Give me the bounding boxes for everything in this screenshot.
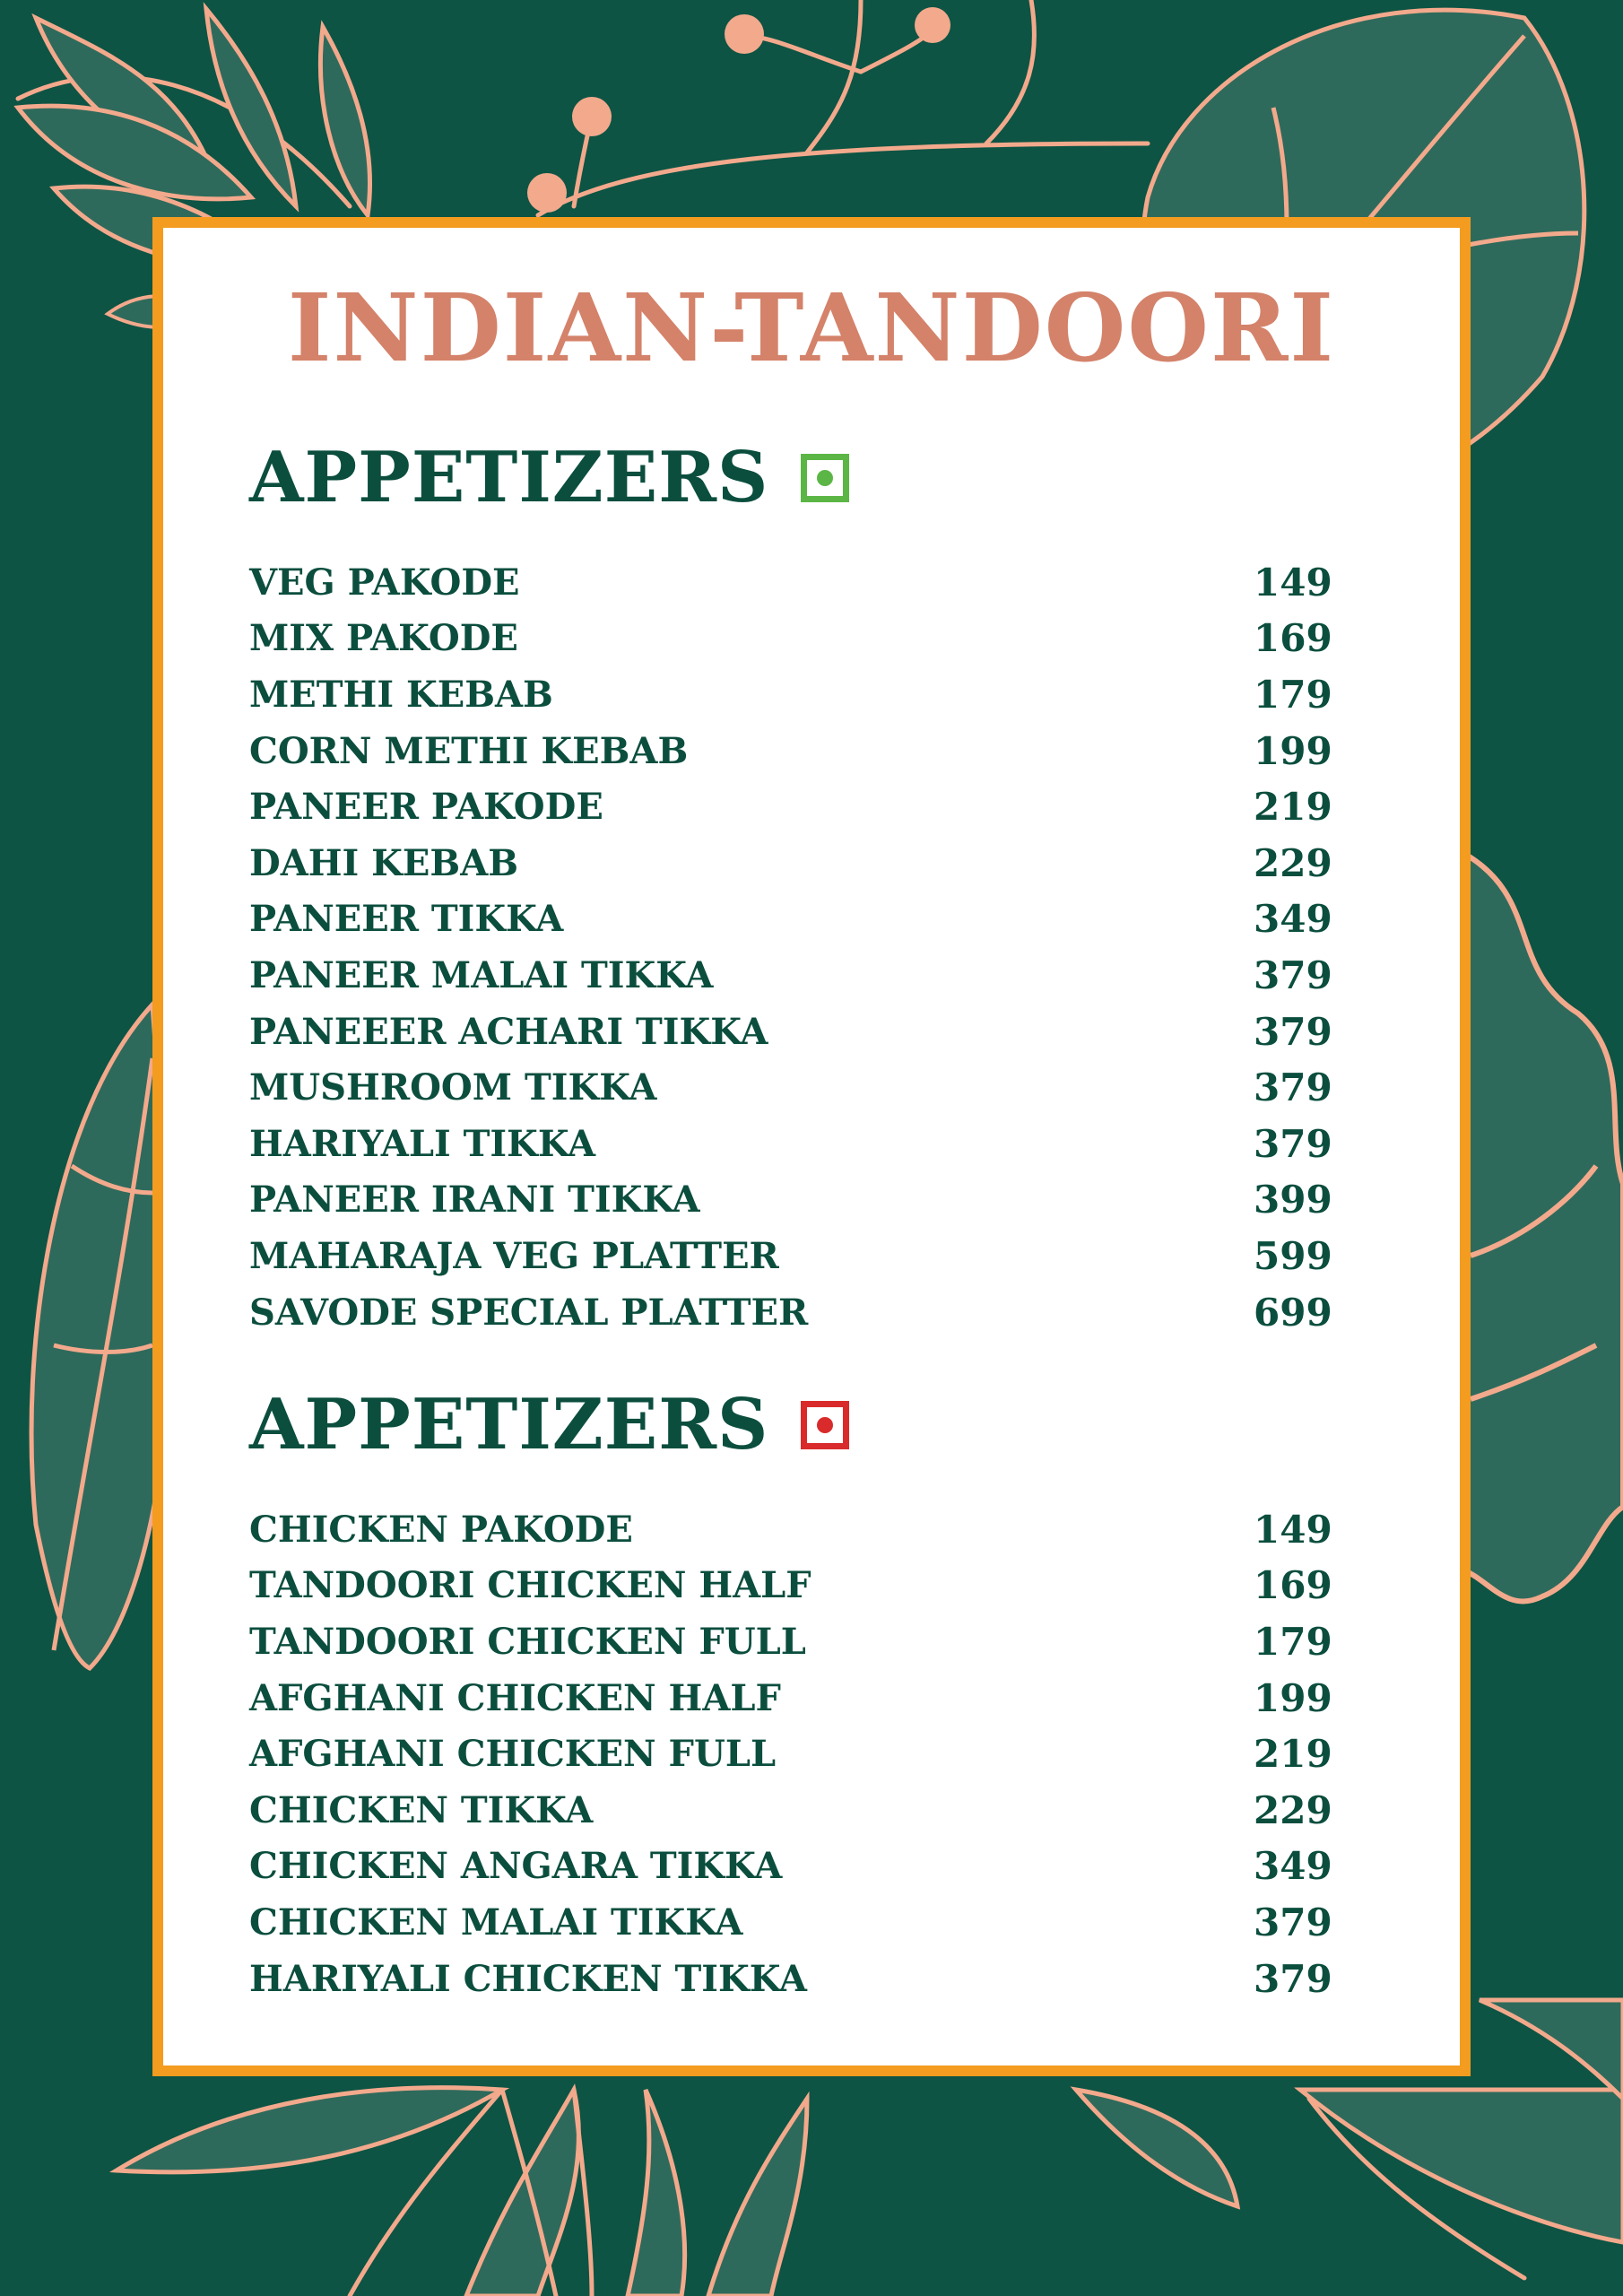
- menu-item: [249, 1839, 1361, 1895]
- section-title: APPETIZERS: [249, 1384, 769, 1465]
- menu-item: [249, 1670, 1361, 1726]
- menu-item: [249, 1228, 1361, 1284]
- item-name: MIX PAKODE: [249, 617, 518, 660]
- menu-item: [249, 1782, 1361, 1839]
- menu-item: [249, 1284, 1361, 1341]
- item-price: 379: [1254, 1900, 1332, 1944]
- item-name: AFGHANI CHICKEN FULL: [249, 1733, 777, 1776]
- item-name: TANDOORI CHICKEN FULL: [249, 1620, 806, 1663]
- item-price: 229: [1254, 1787, 1332, 1832]
- item-price: 179: [1254, 1619, 1332, 1664]
- item-name: CORN METHI KEBAB: [249, 729, 689, 772]
- section-header-non-veg: [249, 1384, 849, 1465]
- menu-item: [249, 1951, 1361, 2007]
- item-price: 199: [1254, 1675, 1332, 1720]
- item-price: 169: [1254, 1563, 1332, 1608]
- non-veg-symbol-icon: [801, 1401, 849, 1449]
- menu-item: [249, 1004, 1361, 1060]
- item-price: 179: [1254, 672, 1332, 717]
- item-name: PANEER IRANI TIKKA: [249, 1178, 700, 1222]
- item-name: METHI KEBAB: [249, 673, 553, 716]
- item-name: DAHI KEBAB: [249, 841, 519, 884]
- section-header-veg: [249, 437, 849, 518]
- menu-item: [249, 947, 1361, 1004]
- item-price: 699: [1254, 1290, 1332, 1335]
- menu-item: [249, 891, 1361, 948]
- menu-item: [249, 723, 1361, 779]
- item-name: HARIYALI CHICKEN TIKKA: [249, 1957, 807, 2000]
- item-name: CHICKEN TIKKA: [249, 1788, 594, 1831]
- non-veg-appetizers-list: [249, 1501, 1361, 2006]
- section-title: APPETIZERS: [249, 437, 769, 518]
- menu-item: [249, 778, 1361, 835]
- item-name: PANEEER ACHARI TIKKA: [249, 1010, 768, 1053]
- item-price: 599: [1254, 1233, 1332, 1278]
- item-name: PANEER TIKKA: [249, 898, 564, 941]
- menu-card: [152, 217, 1471, 2076]
- item-name: CHICKEN ANGARA TIKKA: [249, 1845, 783, 1888]
- item-price: 379: [1254, 1009, 1332, 1054]
- item-price: 379: [1254, 1956, 1332, 2001]
- menu-item: [249, 1501, 1361, 1558]
- item-price: 229: [1254, 840, 1332, 885]
- item-price: 199: [1254, 728, 1332, 773]
- veg-appetizers-list: [249, 554, 1361, 1340]
- item-price: 399: [1254, 1178, 1332, 1222]
- veg-symbol-icon: [801, 454, 849, 502]
- menu-item: [249, 666, 1361, 723]
- menu-item: [249, 1894, 1361, 1951]
- item-name: VEG PAKODE: [249, 561, 520, 604]
- menu-title: INDIAN-TANDOORI: [287, 273, 1336, 383]
- item-price: 379: [1254, 1121, 1332, 1166]
- menu-item: [249, 1613, 1361, 1670]
- item-price: 219: [1254, 1732, 1332, 1777]
- item-price: 169: [1254, 616, 1332, 661]
- item-name: PANEER PAKODE: [249, 786, 603, 829]
- item-price: 349: [1254, 897, 1332, 942]
- item-price: 379: [1254, 952, 1332, 997]
- menu-item: [249, 835, 1361, 891]
- item-name: MAHARAJA VEG PLATTER: [249, 1234, 779, 1277]
- menu-item: [249, 611, 1361, 667]
- item-price: 349: [1254, 1844, 1332, 1889]
- item-name: TANDOORI CHICKEN HALF: [249, 1564, 812, 1607]
- item-name: AFGHANI CHICKEN HALF: [249, 1676, 781, 1719]
- item-name: CHICKEN PAKODE: [249, 1508, 633, 1551]
- item-name: CHICKEN MALAI TIKKA: [249, 1900, 743, 1944]
- menu-item: [249, 1116, 1361, 1172]
- menu-item: [249, 1558, 1361, 1614]
- menu-item: [249, 554, 1361, 611]
- menu-item: [249, 1726, 1361, 1782]
- item-price: 219: [1254, 785, 1332, 830]
- menu-item: [249, 1172, 1361, 1229]
- item-price: 379: [1254, 1065, 1332, 1110]
- item-price: 149: [1254, 1507, 1332, 1552]
- item-name: MUSHROOM TIKKA: [249, 1066, 657, 1109]
- item-price: 149: [1254, 560, 1332, 604]
- menu-item: [249, 1059, 1361, 1116]
- item-name: PANEER MALAI TIKKA: [249, 953, 714, 996]
- item-name: SAVODE SPECIAL PLATTER: [249, 1291, 809, 1334]
- item-name: HARIYALI TIKKA: [249, 1122, 595, 1165]
